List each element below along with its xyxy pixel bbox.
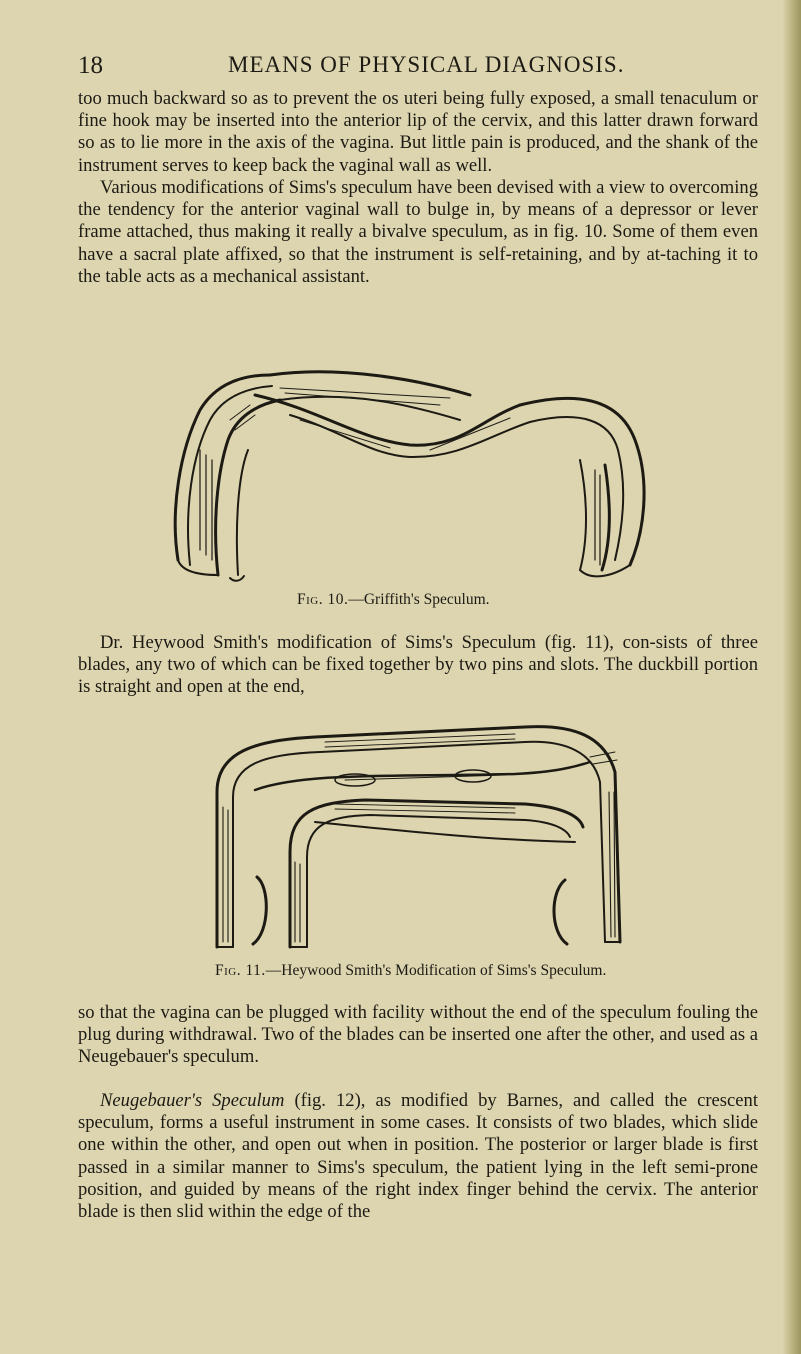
figure-11-caption <box>215 962 606 980</box>
paragraph-2 <box>78 177 758 288</box>
figure-10-label: Fig. 10. <box>297 591 349 608</box>
figure-11-text: —Heywood Smith's Modification of Sims's Speculum. <box>265 962 607 979</box>
paragraph-2-text: Various modifications of Sims's speculum have been devised with a view to overcoming the tendency for the anterior vaginal wall to bulge in, by means of a depressor or lever frame attached, thus making it really a bivalve speculum, as in fig. 10. Some of them even have a sacral plate affixed, so that the instrument is self-retaining, and by at-taching it to the table acts as a mechanical assistant. <box>78 177 758 287</box>
figure-11-label: Fig. 11. <box>215 962 266 979</box>
paragraph-5 <box>78 1090 758 1223</box>
heywood-smith-speculum-illustration <box>195 712 645 954</box>
page-header <box>78 52 758 82</box>
figure-10-text: —Griffith's Speculum. <box>348 591 490 608</box>
paragraph-3 <box>78 632 758 699</box>
paragraph-3-text: Dr. Heywood Smith's modification of Sims's Speculum (fig. 11), con-sists of three blades, any two of which can be fixed together by two pins and slots. The duckbill portion is straight and open at the end, <box>78 632 758 698</box>
neugebauer-title: Neugebauer's Speculum <box>100 1090 285 1111</box>
paragraph-4: so that the vagina can be plugged with facility without the end of the speculum fouling the plug during withdrawal. Two of the blades can be inserted one after the other, and used as a Neugebauer's speculum. <box>78 1002 758 1068</box>
griffith-speculum-illustration <box>160 360 660 585</box>
page-number: 18 <box>78 52 103 79</box>
figure-10-caption <box>297 591 490 609</box>
paragraph-1: too much backward so as to prevent the os uteri being fully exposed, a small tenaculum or fine hook may be inserted into the anterior lip of the cervix, and this latter drawn forward so as to lie more in the axis of the vagina. But little pain is produced, and the shank of the instrument serves to keep back the vaginal wall as well. <box>78 88 758 176</box>
running-head: MEANS OF PHYSICAL DIAGNOSIS. <box>228 52 625 77</box>
paragraph-5-text: (fig. 12), as modified by Barnes, and called the crescent speculum, forms a useful instrument in some cases. It consists of two blades, which slide one within the other, and open out when in position. The posterior or larger blade is first passed in a similar manner to Sims's speculum, the patient lying in the left semi-prone position, and guided by means of the right index finger behind the cervix. The anterior blade is then slid within the edge of the <box>78 1090 759 1223</box>
page-edge <box>783 0 801 1354</box>
